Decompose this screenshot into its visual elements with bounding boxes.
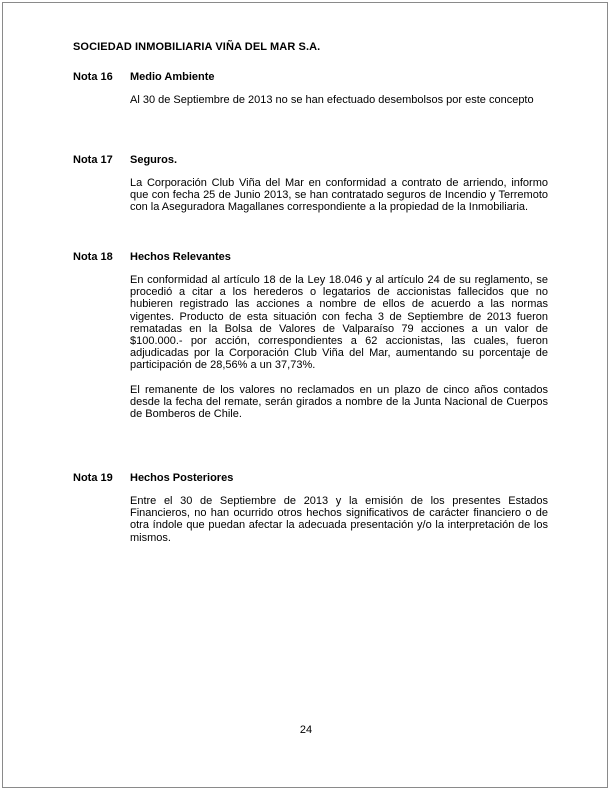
note-paragraph: La Corporación Club Viña del Mar en conformidad a contrato de arriendo, informo que con fecha 25 de Junio 2013, se han contratado seguros de Incendio y Terremoto con la Aseguradora Magallanes correspondiente a la propiedad de la Inmobiliaria.	[130, 177, 548, 214]
note-heading	[73, 471, 548, 485]
note-body	[130, 495, 548, 544]
note-number: Nota 19	[73, 472, 113, 484]
note-number: Nota 18	[73, 251, 113, 263]
note-17	[73, 153, 548, 214]
note-paragraph: Al 30 de Septiembre de 2013 no se han efectuado desembolsos por este concepto	[130, 94, 534, 106]
note-18	[73, 250, 548, 420]
note-title: Hechos Relevantes	[130, 251, 231, 263]
page-number: 24	[299, 724, 313, 736]
note-number: Nota 16	[73, 71, 113, 83]
note-paragraph: Entre el 30 de Septiembre de 2013 y la emisión de los presentes Estados Financieros, no han ocurrido otros hechos significativos de carácter financiero o de otra índole que puedan afectar la adecuada presentación y/o la interpretación de los mismos.	[130, 495, 548, 544]
note-19	[73, 471, 548, 544]
note-heading	[73, 70, 548, 84]
note-paragraph: El remanente de los valores no reclamados en un plazo de cinco años contados desde la fecha del remate, serán girados a nombre de la Junta Nacional de Cuerpos de Bomberos de Chile.	[130, 383, 548, 421]
note-body	[130, 94, 548, 106]
note-title: Seguros.	[130, 154, 178, 166]
note-body	[130, 274, 548, 420]
note-16	[73, 70, 548, 106]
note-body	[130, 177, 548, 214]
note-heading	[73, 153, 548, 167]
note-title: Hechos Posteriores	[130, 472, 234, 484]
note-number: Nota 17	[73, 154, 113, 166]
company-name: SOCIEDAD INMOBILIARIA VIÑA DEL MAR S.A.	[73, 41, 321, 53]
note-paragraph: En conformidad al artículo 18 de la Ley 18.046 y al artículo 24 de su reglamento, se procedió a citar a los herederos o legatarios de accionistas fallecidos que no hubieren registrado las acciones a nombre de ellos de acuerdo a las normas vigentes. Producto de esta situación con fecha 3 de Septiembre de 2013 fueron rematadas en la Bolsa de Valores de Valparaíso 79 acciones a un valor de $100.000.- por acción, correspondientes a 62 accionistas, las cuales, fueron adjudicadas por la Corporación Club Viña del Mar, aumentando su porcentaje de participación de 28,56% a un 37,73%.	[130, 274, 548, 372]
note-heading	[73, 250, 548, 264]
note-title: Medio Ambiente	[130, 71, 215, 83]
